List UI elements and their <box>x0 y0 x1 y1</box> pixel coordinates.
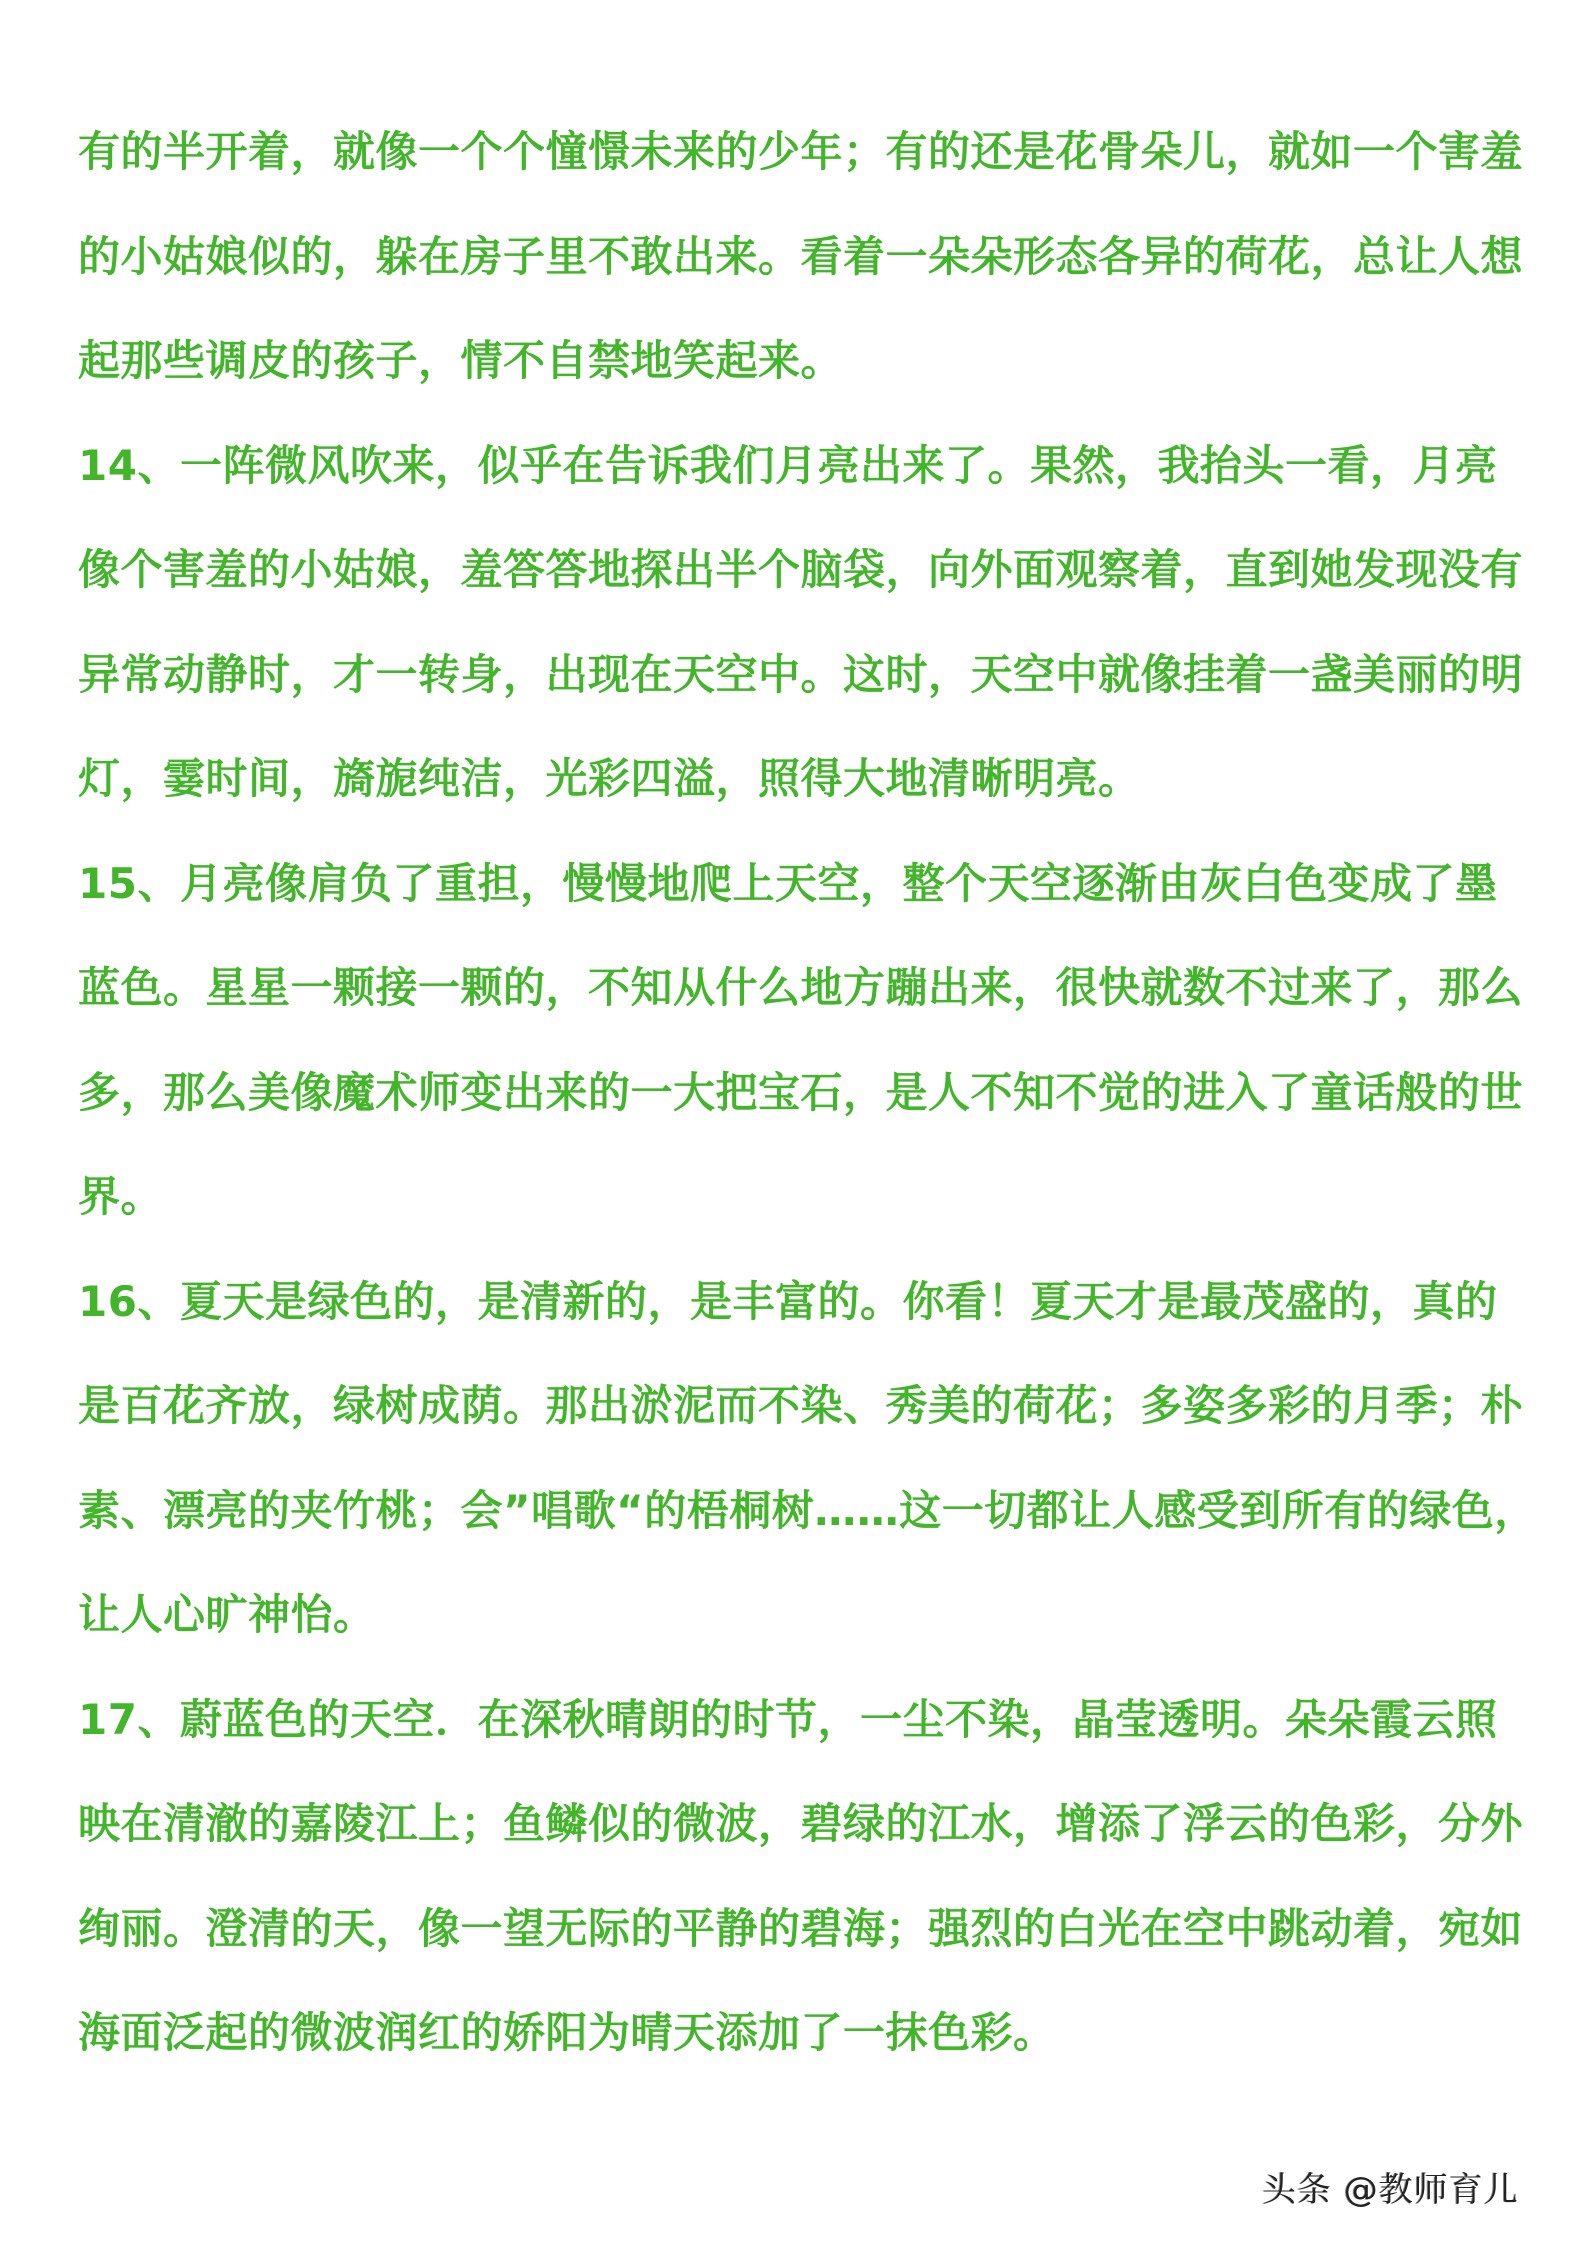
text-line: 界。 <box>78 1172 164 1221</box>
paragraph-14 <box>78 414 1524 832</box>
text-line: 让人心旷神怡。 <box>78 1590 376 1639</box>
text-line: 素、漂亮的夹竹桃；会”唱歌“的梧桐树……这一切都让人感受到所有的绿色， <box>78 1485 1537 1535</box>
text-line: 是百花齐放，绿树成荫。那出淤泥而不染、秀美的荷花；多姿多彩的月季；朴 <box>78 1381 1524 1430</box>
text-line: 的小姑娘似的，躲在房子里不敢出来。看着一朵朵形态各异的荷花，总让人想 <box>78 231 1524 281</box>
text-line: 蓝色。星星一颗接一颗的，不知从什么地方蹦出来，很快就数不过来了，那么 <box>78 963 1524 1012</box>
text-line: 像个害羞的小姑娘，羞答答地探出半个脑袋，向外面观察着，直到她发现没有 <box>78 545 1524 594</box>
text-line: 15、月亮像肩负了重担，慢慢地爬上天空，整个天空逐渐由灰白色变成了墨 <box>78 858 1498 908</box>
text-line: 17、蔚蓝色的天空．在深秋晴朗的时节，一尘不染，晶莹透明。朵朵霞云照 <box>78 1694 1498 1744</box>
watermark: 头条 @教师育儿 <box>1262 2170 1519 2210</box>
text-line: 16、夏天是绿色的，是清新的，是丰富的。你看！夏天才是最茂盛的，真的 <box>78 1276 1498 1326</box>
text-line: 14、一阵微风吹来，似乎在告诉我们月亮出来了。果然，我抬头一看，月亮 <box>78 440 1498 490</box>
text-line: 海面泛起的微波润红的娇阳为晴天添加了一抹色彩。 <box>78 2008 1056 2057</box>
paragraph-16 <box>78 1250 1537 1668</box>
text-line: 映在清澈的嘉陵江上；鱼鳞似的微波，碧绿的江水，增添了浮云的色彩，分外 <box>78 1799 1524 1848</box>
text-line: 绚丽。澄清的天，像一望无际的平静的碧海；强烈的白光在空中跳动着，宛如 <box>78 1903 1524 1953</box>
text-line: 灯，霎时间，旖旎纯洁，光彩四溢，照得大地清晰明亮。 <box>78 754 1141 803</box>
paragraph-continuation <box>78 100 1524 414</box>
paragraph-17 <box>78 1668 1524 2086</box>
document-body <box>78 100 1537 2086</box>
paragraph-15 <box>78 832 1524 1250</box>
text-line: 有的半开着，就像一个个憧憬未来的少年；有的还是花骨朵儿，就如一个害羞 <box>78 127 1524 176</box>
text-line: 异常动静时，才一转身，出现在天空中。这时，天空中就像挂着一盏美丽的明 <box>78 649 1524 699</box>
text-line: 多，那么美像魔术师变出来的一大把宝石，是人不知不觉的进入了童话般的世 <box>78 1067 1524 1117</box>
text-line: 起那些调皮的孩子，情不自禁地笑起来。 <box>78 336 844 385</box>
